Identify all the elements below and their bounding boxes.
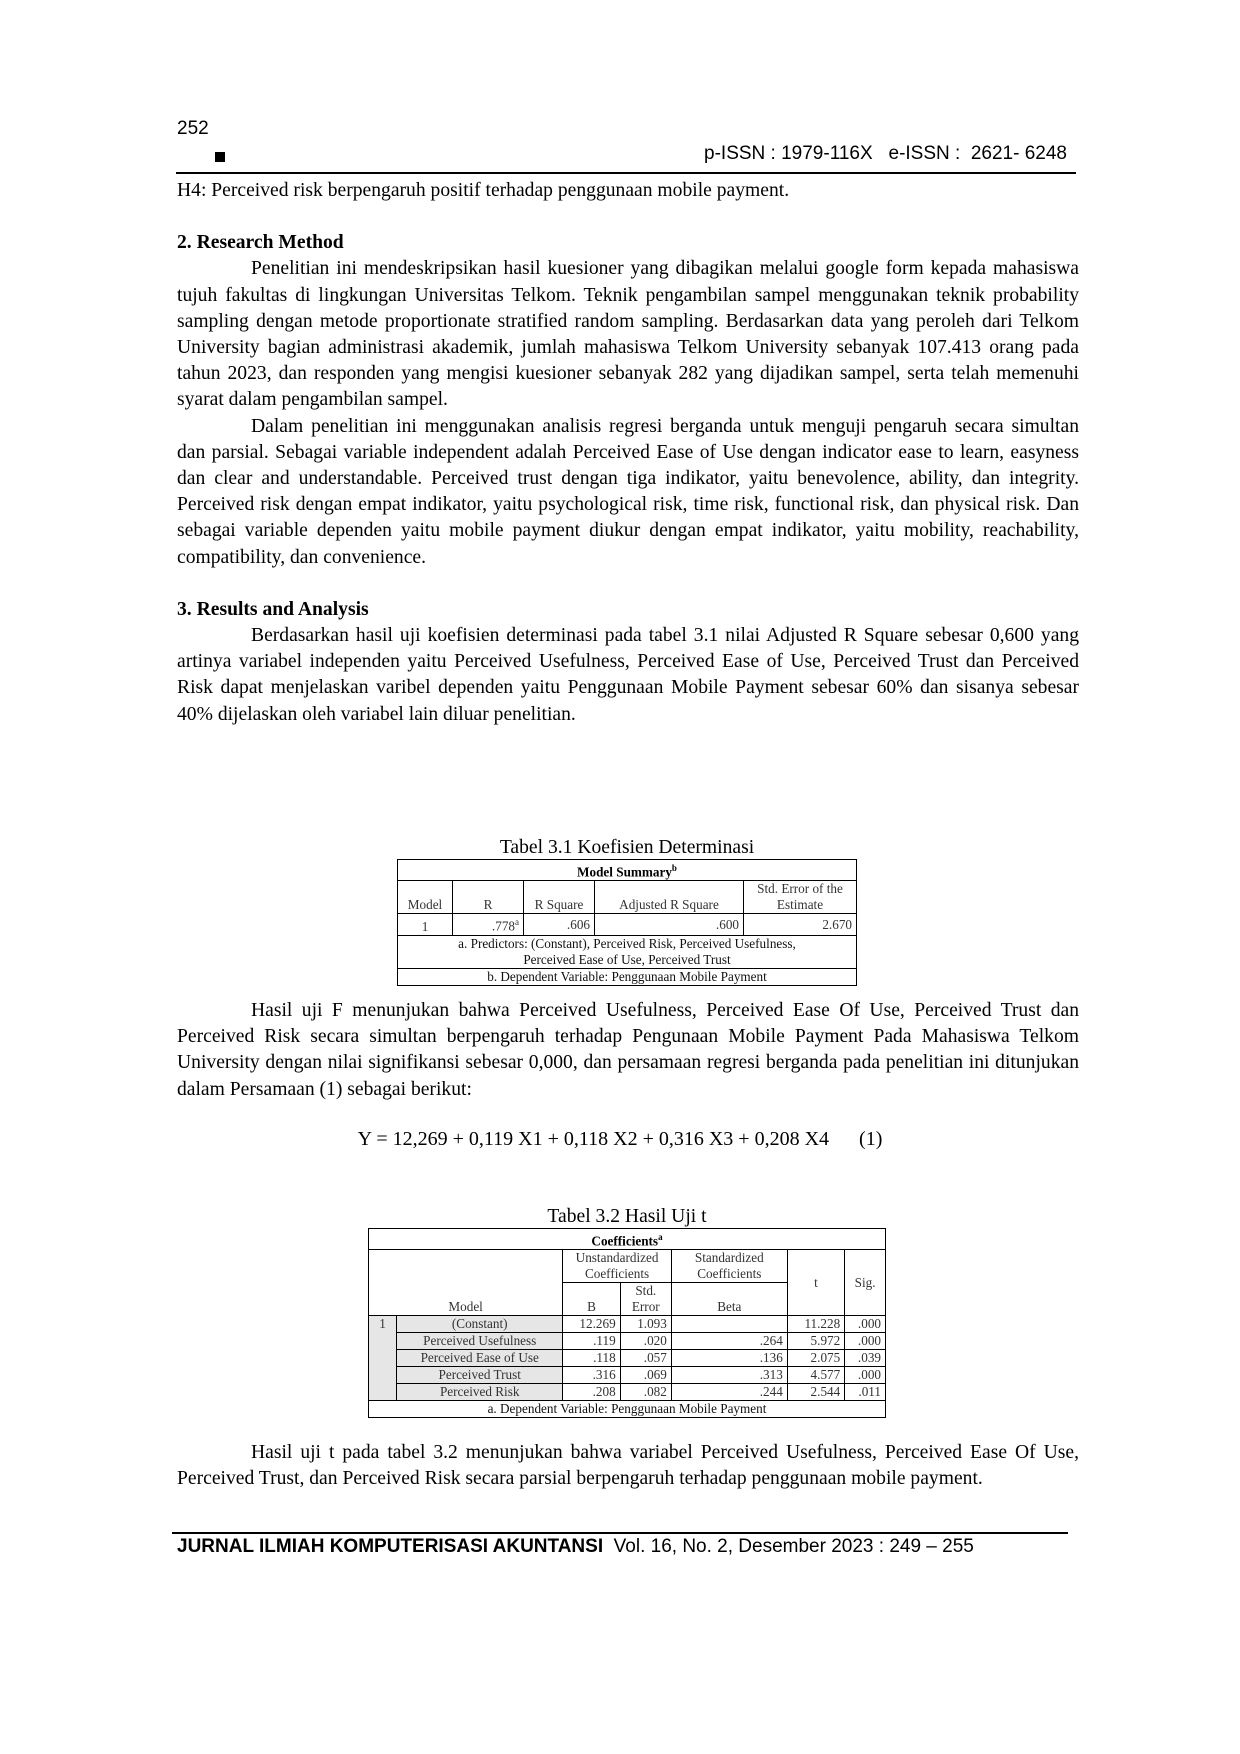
cell-se: .082	[620, 1384, 671, 1401]
cell-std-error: 2.670	[744, 914, 857, 935]
cell-variable: Perceived Risk	[397, 1384, 563, 1401]
cell-se: .069	[620, 1367, 671, 1384]
cell-variable: Perceived Ease of Use	[397, 1350, 563, 1367]
footer-rule	[172, 1532, 1068, 1534]
table-note-b: b. Dependent Variable: Penggunaan Mobile Payment	[398, 968, 857, 985]
table-3-2	[368, 1206, 886, 1418]
cell-sig: .000	[845, 1333, 886, 1350]
cell-beta: .264	[671, 1333, 787, 1350]
cell-model: 1	[398, 914, 453, 935]
section-title-results: 3. Results and Analysis	[177, 598, 369, 620]
body-text-2	[177, 998, 1079, 1103]
paragraph: Dalam penelitian ini menggunakan analisis regresi berganda untuk menguji pengaruh secara simultan dan parsial. Sebagai variable independent adalah Perceived Ease of Use dengan indicator ease to learn, easyness dan clear and understandable. Perceived trust dengan tiga indikator, yaitu benevolence, ability, dan integrity. Perceived risk dengan empat indikator, yaitu psychological risk, time risk, functional risk, dan physical risk. Dan sebagai variable dependen yaitu mobile payment diukur dengan empat indikator, yaitu mobility, reachability, compatibility, dan convenience.	[177, 415, 1079, 568]
cell-b: 12.269	[563, 1316, 620, 1333]
cell-sig: .000	[845, 1367, 886, 1384]
cell-t: 2.075	[787, 1350, 844, 1367]
paragraph: Hasil uji F menunjukan bahwa Perceived Usefulness, Perceived Ease Of Use, Perceived Trust dan Perceived Risk secara simultan berpengaruh terhadap Pengunaan Mobile Payment Pada Mahasiswa Telkom University dengan nilai signifikansi sebesar 0,000, dan persamaan regresi berganda pada penelitian ini ditunjukan dalam Persamaan (1) sebagai berikut:	[177, 1000, 1079, 1100]
header-r: R	[453, 881, 524, 914]
paragraph: Penelitian ini mendeskripsikan hasil kuesioner yang dibagikan melalui google form kepada mahasiswa tujuh fakultas di lingkungan Universitas Telkom. Teknik pengambilan sampel menggunakan teknik probability sampling dengan metode proportionate stratified random sampling. Berdasarkan data yang peroleh dari Telkom University bagian administrasi akademik, jumlah mahasiswa Telkom University sebanyak 107.413 orang pada tahun 2023, dan responden yang mengisi kuesioner sebanyak 282 yang dijadikan sampel, serta telah memenuhi syarat dalam pengambilan sampel.	[177, 258, 1079, 411]
header-t: t	[787, 1250, 844, 1316]
paragraph: Hasil uji t pada tabel 3.2 menunjukan bahwa variabel Perceived Usefulness, Perceived Ease Of Use, Perceived Trust, dan Perceived Risk secara parsial berpengaruh terhadap penggunaan mobile payment.	[177, 1442, 1079, 1490]
cell-b: .208	[563, 1384, 620, 1401]
table-row	[398, 914, 857, 935]
table-note-a: a. Predictors: (Constant), Perceived Risk, Perceived Usefulness, Perceived Ease of Use, Perceived Trust	[398, 935, 857, 968]
cell-beta	[671, 1316, 787, 1333]
cell-variable: Perceived Trust	[397, 1367, 563, 1384]
cell-se: 1.093	[620, 1316, 671, 1333]
paragraph: Berdasarkan hasil uji koefisien determinasi pada tabel 3.1 nilai Adjusted R Square sebesar 0,600 yang artinya variabel independen yaitu Perceived Usefulness, Perceived Ease of Use, Perceived Trust dan Perceived Risk dapat menjelaskan varibel dependen yaitu Penggunaan Mobile Payment sebesar 60% dan sisanya sebesar 40% dijelaskan oleh variabel lain diluar penelitian.	[177, 625, 1079, 725]
cell-t: 4.577	[787, 1367, 844, 1384]
journal-name: JURNAL ILMIAH KOMPUTERISASI AKUNTANSI	[177, 1536, 604, 1557]
journal-volume: Vol. 16, No. 2, Desember 2023 : 249 – 255	[603, 1536, 974, 1557]
cell-r-square: .606	[524, 914, 595, 935]
header-beta: Beta	[671, 1283, 787, 1316]
cell-t: 5.972	[787, 1333, 844, 1350]
cell-adjusted-r-square: .600	[595, 914, 744, 935]
table-row	[369, 1384, 886, 1401]
header-sig: Sig.	[845, 1250, 886, 1316]
table-title: Model Summary$^b$	[398, 860, 857, 881]
header-b: B	[563, 1283, 620, 1316]
table-row	[369, 1333, 886, 1350]
header-standardized: Standardized Coefficients	[671, 1250, 787, 1283]
coefficients-table	[368, 1228, 886, 1418]
body-text	[177, 178, 1079, 728]
header-square-bullet	[215, 152, 225, 162]
body-text-3	[177, 1440, 1079, 1492]
header-adjusted-r-square: Adjusted R Square	[595, 881, 744, 914]
table-row	[369, 1316, 886, 1333]
hypothesis-h4: H4: Perceived risk berpengaruh positif terhadap penggunaan mobile payment.	[177, 180, 790, 201]
issn-header: p-ISSN : 1979-116X e-ISSN : 2621- 6248	[704, 143, 1067, 164]
table-row	[369, 1367, 886, 1384]
cell-sig: .011	[845, 1384, 886, 1401]
cell-b: .316	[563, 1367, 620, 1384]
cell-beta: .244	[671, 1384, 787, 1401]
header-r-square: R Square	[524, 881, 595, 914]
header-std-error: Std. Error of the Estimate	[744, 881, 857, 914]
cell-se: .020	[620, 1333, 671, 1350]
header-std-error: Std. Error	[620, 1283, 671, 1316]
regression-equation: Y = 12,269 + 0,119 X1 + 0,118 X2 + 0,316 X3 + 0,208 X4 (1)	[357, 1128, 883, 1150]
cell-b: .119	[563, 1333, 620, 1350]
page-number: 252	[177, 118, 209, 139]
cell-se: .057	[620, 1350, 671, 1367]
cell-beta: .136	[671, 1350, 787, 1367]
cell-variable: Perceived Usefulness	[397, 1333, 563, 1350]
header-rule	[176, 172, 1076, 174]
header-model: Model	[398, 881, 453, 914]
table-caption: Tabel 3.1 Koefisien Determinasi	[499, 837, 755, 858]
table-caption: Tabel 3.2 Hasil Uji t	[547, 1206, 707, 1227]
header-unstandardized: Unstandardized Coefficients	[563, 1250, 672, 1283]
table-row	[369, 1350, 886, 1367]
model-summary-table	[397, 859, 857, 986]
cell-model-number: 1	[369, 1316, 397, 1401]
cell-t: 11.228	[787, 1316, 844, 1333]
table-3-1	[397, 837, 857, 986]
cell-variable: (Constant)	[397, 1316, 563, 1333]
section-title-research-method: 2. Research Method	[177, 232, 344, 254]
table-note: a. Dependent Variable: Penggunaan Mobile Payment	[369, 1401, 886, 1418]
cell-sig: .039	[845, 1350, 886, 1367]
cell-t: 2.544	[787, 1384, 844, 1401]
table-title: Coefficients$^a$	[369, 1229, 886, 1250]
cell-beta: .313	[671, 1367, 787, 1384]
cell-b: .118	[563, 1350, 620, 1367]
header-model: Model	[369, 1250, 563, 1316]
cell-sig: .000	[845, 1316, 886, 1333]
cell-r: .778$^a$	[453, 914, 524, 935]
journal-footer	[177, 1536, 974, 1558]
